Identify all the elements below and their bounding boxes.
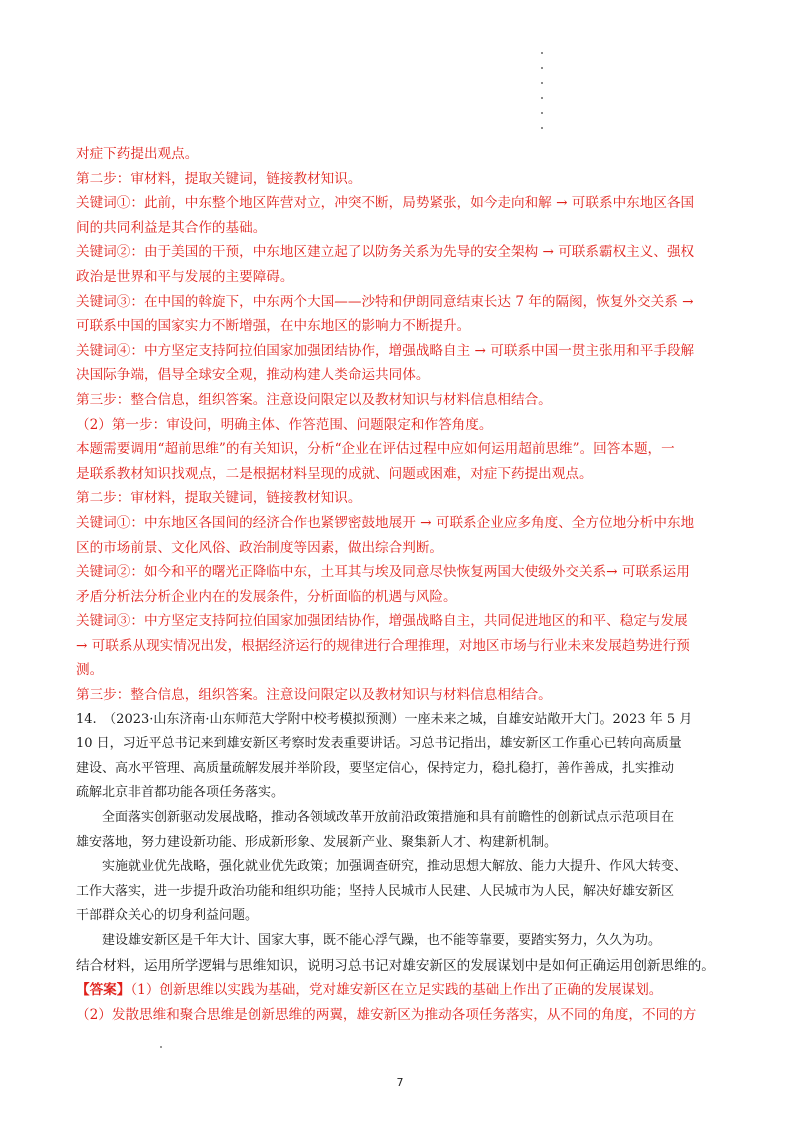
question-line: 工作大落实，进一步提升政治功能和组织功能；坚持人民城市人民建、人民城市为人民，解决好雄安新区 [76, 883, 675, 899]
text-line: 关键词①：此前，中东整个地区阵营对立，冲突不断，局势紧张，如今走向和解 → 可联系中东地区各国 [76, 195, 695, 212]
text-line: 测。 [76, 662, 104, 679]
answer-line [76, 978, 732, 1003]
question-line: 10 日，习近平总书记来到雄安新区考察时发表重要讲话。习总书记指出，雄安新区工作重心已转向高质量 [76, 736, 682, 752]
text-line: 第二步：审材料，提取关键词，链接教材知识。 [76, 170, 362, 187]
text-line: 区的市场前景、文化风俗、政治制度等因素，做出综合判断。 [76, 539, 444, 556]
text-line: 关键词①：中东地区各国间的经济合作也紧锣密鼓地展开 → 可联系企业应多角度、全方位地分析中东地 [76, 514, 695, 531]
text-line: 关键词②：如今和平的曙光正降临中东，土耳其与埃及同意尽快恢复两国大使级外交关系→ 可联系运用 [76, 564, 690, 581]
text-line: （2）第一步：审设问，明确主体、作答范围、问题限定和作答角度。 [76, 416, 493, 433]
text-line: 政治是世界和平与发展的主要障碍。 [76, 268, 294, 285]
text-line: 关键词③：在中国的斡旋下，中东两个大国——沙特和伊朗同意结束长达 7 年的隔阂，恢复外交关系 → [76, 293, 694, 310]
text-line: 是联系教材知识找观点，二是根据材料呈现的成就、问题或困难，对症下药提出观点。 [76, 465, 593, 482]
text-line: 第三步：整合信息，组织答案。注意设问限定以及教材知识与材料信息相结合。 [76, 391, 552, 408]
question-line: 干部群众关心的切身利益问题。 [76, 908, 259, 924]
text-line: 间的共同利益是其合作的基础。 [76, 219, 267, 236]
question-line: 雄安落地，努力建设新功能、形成新形象、发展新产业、聚集新人才、构建新机制。 [76, 834, 558, 850]
text-line: 关键词④：中方坚定支持阿拉伯国家加强团结协作，增强战略自主 → 可联系中国一贯主张用和平手段解 [76, 342, 695, 359]
text-line: 关键词②：由于美国的干预，中东地区建立起了以防务关系为先导的安全架构 → 可联系霸权主义、强权 [76, 244, 695, 261]
text-line: 关键词③：中方坚定支持阿拉伯国家加强团结协作，增强战略自主，共同促进地区的和平、稳定与发展 [76, 613, 688, 630]
text-line: 本题需要调用“超前思维”的有关知识，分析“企业在评估过程中应如何运用超前思维”。回答本题，一 [76, 441, 675, 458]
question-line: 全面落实创新驱动发展战略，推动各领域改革开放前沿政策措施和具有前瞻性的创新试点示范项目在 [102, 810, 675, 826]
question-line: 疏解北京非首都功能各项任务落实。 [76, 785, 285, 801]
text-line: 第二步：审材料，提取关键词，链接教材知识。 [76, 490, 362, 507]
answer-text: （1）创新思维以实践为基础，党对雄安新区在立足实践的基础上作出了正确的发展谋划。 [130, 982, 663, 999]
question-prompt: 结合材料，运用所学逻辑与思维知识，说明习总书记对雄安新区的发展谋划中是如何正确运用创新思维的。 [76, 957, 715, 974]
text-line: 矛盾分析法分析企业内在的发展条件，分析面临的机遇与风险。 [76, 588, 457, 605]
question-line: 实施就业优先战略，强化就业优先政策；加强调查研究，推动思想大解放、能力大提升、作风大转变、 [102, 859, 688, 875]
text-line: → 可联系从现实情况出发，根据经济运行的规律进行合理推理，对地区市场与行业未来发展趋势进行预 [76, 637, 690, 654]
document-body [76, 142, 732, 1027]
text-line: 决国际争端，倡导全球安全观，推动构建人类命运共同体。 [76, 367, 430, 384]
question-line: 建设雄安新区是千年大计、国家大事，既不能心浮气躁，也不能等靠要，要踏实努力，久久为功。 [102, 933, 662, 948]
page-number: 7 [396, 1076, 404, 1089]
answer-line: （2）发散思维和聚合思维是创新思维的两翼，雄安新区为推动各项任务落实，从不同的角度，不同的方 [76, 1006, 697, 1023]
text-line: 对症下药提出观点。 [76, 146, 199, 162]
text-line: 第三步：整合信息，组织答案。注意设问限定以及教材知识与材料信息相结合。 [76, 687, 552, 704]
text-line: 可联系中国的国家实力不断增强，在中东地区的影响力不断提升。 [76, 318, 471, 335]
question-line: 14. （2023·山东济南·山东师范大学附中校考模拟预测）一座未来之城，自雄安站敞开大门。2023 年 5 月 [76, 711, 693, 727]
decorative-dots [541, 52, 545, 142]
question-line: 建设、高水平管理、高质量疏解发展并举阶段，要坚定信心，保持定力，稳扎稳打，善作善成，扎实推动 [76, 760, 675, 776]
answer-tag: 【答案】 [76, 982, 131, 999]
decorative-dot [160, 1046, 162, 1048]
